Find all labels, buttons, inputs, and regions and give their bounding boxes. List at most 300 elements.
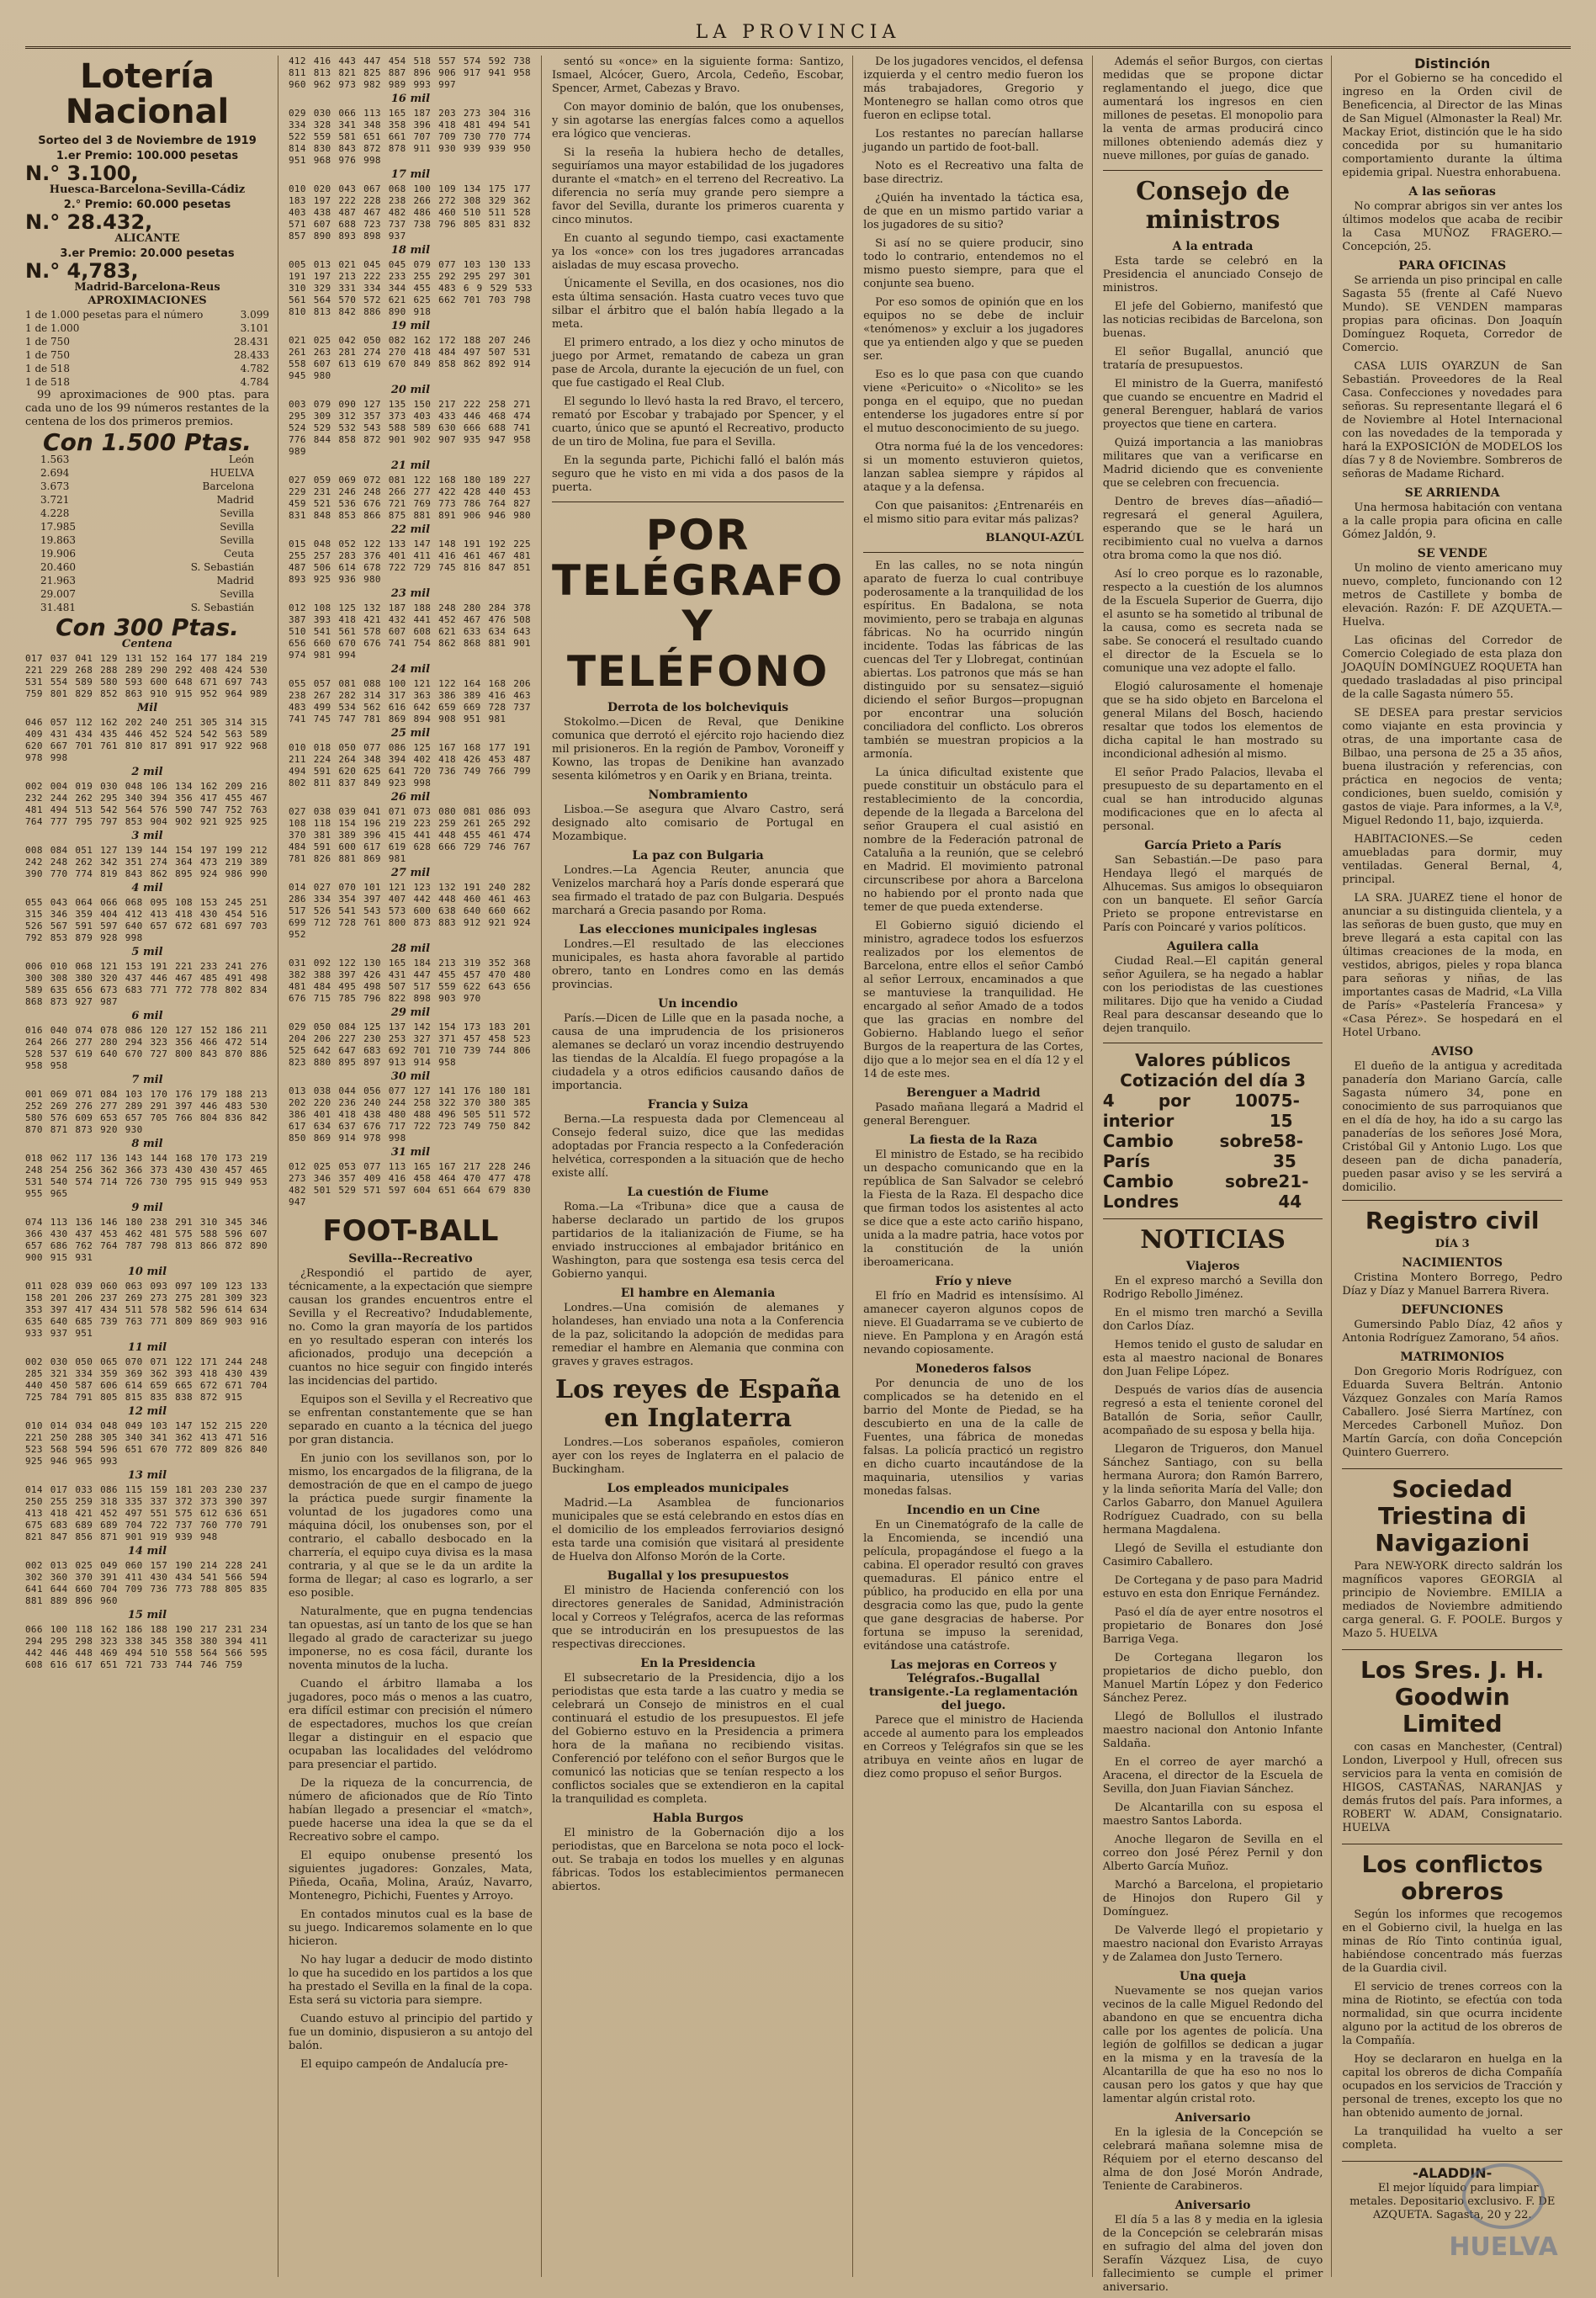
- football-signature: BLANQUI-AZÚL: [985, 532, 1084, 544]
- paragraph: Después de varios días de ausencia regresó a esta el teniente coronel del Batallón de Soria, señor Caullr, acompañado de su esposa y bella hija.: [1102, 1384, 1323, 1437]
- valores-row-label: 4 por 100 interior: [1102, 1091, 1270, 1131]
- article-text: Las oficinas del Corredor de Comercio Colegiado de esta plaza don JOAQUÍN DOMÍNGUEZ ROQUETA han quedado trasladadas al piso principal de la calle Sagasta número 55.: [1342, 634, 1562, 701]
- football-end: [863, 56, 1084, 527]
- article-heading: Frío y nieve: [935, 1275, 1012, 1288]
- paragraph: No hay lugar a deducir de modo distinto lo que ha sucedido en los partidos a los que ha prestado el Sevilla en la final de la copa. Esta será su victoria para siempre.: [289, 1954, 533, 2007]
- centena-heading: Centena: [121, 638, 173, 650]
- reyes-title: Los reyes de España en Inglaterra: [555, 1375, 841, 1433]
- paragraph: Marchó a Barcelona, el propietario de Hinojos don Rupero Gil y Domínguez.: [1102, 1879, 1323, 1919]
- number-block-heading: 13 mil: [127, 1469, 167, 1482]
- valores-subtitle: Cotización del día 3: [1120, 1070, 1307, 1091]
- article-text: El dueño de la antigua y acreditada panadería don Mariano García, calle Sagasta número 34, pone en conocimiento de sus parroquianos que en el día de hoy, ha ido a su cargo las panaderías de los señores José Mora, Cristóbal Gil y Antonio Lugo. Los que deseen pan de dicha panadería, pueden pasar aviso y se les servirá a domicilio.: [1342, 1060, 1562, 1194]
- number-block: 006 010 068 121 153 191 221 233 241 276 300 308 380 320 437 446 467 485 491 498 589 635 656 673 683 771 772 778 802 834 868 873 927 987: [25, 961, 268, 1007]
- paragraph: Llegó de Bollullos el ilustrado maestro nacional don Antonio Infante Saldaña.: [1102, 1711, 1323, 1750]
- article-text: Lisboa.—Se asegura que Alvaro Castro, será designado alto comisario de Portugal en Mozambique.: [552, 804, 845, 843]
- prize-row-value: S. Sebastián: [190, 602, 254, 613]
- paragraph: Dentro de breves días—añadió—regresará el general Aguilera, esperando que se le hará un recibimiento cual no vuelva a darnos otra broma como la que nos dió.: [1102, 496, 1323, 562]
- football-continued: [552, 56, 844, 495]
- number-block: 055 057 081 088 100 121 122 164 168 206 238 267 282 314 317 363 386 389 416 463 483 499 534 562 616 642 659 669 728 737 741 745 747 781 869 894 908 951 981: [289, 678, 531, 724]
- number-block: 012 025 053 077 113 165 167 217 228 246 273 346 357 409 416 458 464 470 477 478 482 501 529 571 597 604 651 664 679 830 947: [289, 1161, 531, 1207]
- paragraph: De los jugadores vencidos, el defensa izquierda y el centro medio fueron los más trabajadores, Gregorio y Montenegro se hallan como otros que fueron en eclipse total.: [863, 56, 1084, 122]
- paragraph: sentó su «once» en la siguiente forma: Santizo, Ismael, Alcócer, Guero, Arcola, Cedeño, Escobar, Spencer, Armet, Cabezas y Bravo.: [552, 56, 845, 95]
- article-text: Pasado mañana llegará a Madrid el general Berenguer.: [863, 1101, 1084, 1128]
- prize-row: [25, 507, 269, 520]
- valores-row: [1103, 1131, 1323, 1171]
- number-block-heading: 7 mil: [131, 1074, 163, 1086]
- conflicto-title: Los conflictos obreros: [1361, 1850, 1543, 1905]
- approx-row-label: 1 de 750: [25, 336, 70, 348]
- approx-row: [25, 362, 269, 375]
- paragraph: Por eso somos de opinión que en los equipos no se debe de incluir «tenómenos» y excluir a los jugadores que ya entienden algo y que se pueden ser.: [863, 296, 1084, 363]
- number-block-heading: 6 mil: [131, 1010, 163, 1022]
- valores-row-label: Cambio sobre Londres: [1102, 1171, 1279, 1212]
- number-block: 002 013 025 049 060 157 190 214 228 241 302 360 370 391 411 430 434 541 566 594 641 644 660 704 709 736 773 788 805 835 881 889 896 960: [25, 1560, 268, 1606]
- article-text: El frío en Madrid es intensísimo. Al amanecer cayeron algunos copos de nieve. El Guadarrama se ve cubierto de nieve. En Pamplona y en Aragón está nevando copiosamente.: [863, 1290, 1084, 1356]
- number-block-heading: 3 mil: [131, 830, 163, 842]
- paragraph: De Cortegana y de paso para Madrid estuvo en esta don Enrique Fernández.: [1102, 1574, 1323, 1600]
- paragraph: En cuanto al segundo tiempo, casi exactamente ya los «once» con los tres jugadores arrancadas aisladas de muy escasa provecho.: [552, 232, 845, 272]
- article-heading: Aguilera calla: [1167, 940, 1259, 953]
- prize-row-label: 31.481: [40, 602, 76, 613]
- article-heading: Berenguer a Madrid: [906, 1086, 1041, 1100]
- number-block-heading: 18 mil: [390, 244, 431, 257]
- consejo-more: [1103, 568, 1323, 834]
- approx-row: [25, 321, 269, 335]
- number-block-heading: 10 mil: [127, 1266, 167, 1278]
- number-block-heading: 9 mil: [131, 1202, 163, 1214]
- approx-row-label: 1 de 1.000 pesetas para el número: [25, 309, 204, 321]
- prize-row-label: 1.563: [40, 454, 70, 465]
- number-block: 001 069 071 084 103 170 176 179 188 213 252 269 276 277 289 291 397 446 483 530 580 576 609 653 657 705 766 804 836 842 870 871 873 920 930: [25, 1089, 268, 1135]
- paragraph: Elogió calurosamente el homenaje que se ha sido objeto en Barcelona el general Milans del Bosch, haciendo resaltar que todos los elementos de dicha capital le han mostrado su incondicional adhesión al mismo.: [1102, 681, 1323, 761]
- aniversario2-heading: Aniversario: [1174, 2199, 1251, 2212]
- number-block: 014 017 033 086 115 159 181 203 230 237 250 255 259 318 335 337 372 373 390 397 413 418 421 452 497 551 575 612 636 651 675 683 689 689 704 722 737 760 770 791 821 847 856 871 901 919 939 948: [25, 1484, 268, 1542]
- number-block: 005 013 021 045 045 079 077 103 130 133 191 197 213 222 233 255 292 295 297 301 310 329 331 334 344 455 483 6 9 529 533 561 564 570 572 621 625 662 701 703 798 810 813 842 886 890 918: [289, 259, 533, 317]
- article-text: En las calles, no se nota ningún aparato de fuerza lo cual contribuye poderosamente a la tranquilidad de los espíritus. En Badalona, se nota movimiento, pero se trabaja en algunas fábricas. No ha ocurrido ningún incidente. Todas las fábricas de las cuencas del Ter y Llobregat, continúan abiertas. Los patronos que más se han distinguido por su sensatez—siguió diciendo el señor Burgos—propugnan por encontrar una solución conciliadora del conflicto. Los obreros también se muestran propicios a la armonía.: [863, 560, 1084, 761]
- paragraph: Noto es el Recreativo una falta de base directriz.: [863, 160, 1084, 186]
- prize-row-label: 3.721: [40, 494, 70, 506]
- prize-row-label: 2.694: [40, 467, 70, 479]
- paragraph: De Valverde llegó el propietario y maestro nacional don Evaristo Arrayas y de Zalamea don Justo Ternero.: [1102, 1924, 1323, 1964]
- prize-row-value: S. Sebastián: [190, 561, 254, 573]
- approx-row-value: 28.431: [234, 336, 269, 348]
- aniversario2-text: El día 5 a las 8 y media en la iglesia de la Concepción se celebrarán misas en sufragio del alma del joven don Serafín Vázquez Lisa, de cuyo fallecimiento se cumple el primer aniversario.: [1102, 2214, 1323, 2294]
- number-block: 018 062 117 136 143 144 168 170 173 219 248 254 256 362 366 373 430 430 457 465 531 540 574 714 726 730 795 915 949 953 955 965: [25, 1153, 268, 1199]
- paragraph: Eso es lo que pasa con que cuando viene «Pericuito» o «Nicolito» se les ponga en el equipo, que no puedan entenderse los jugadores entre sí por el mutuo desconocimiento de su juego.: [863, 369, 1084, 435]
- paragraph: Únicamente el Sevilla, en dos ocasiones, nos dio esta última sensación. Hasta cuatro veces tuvo que silbar el árbitro que el balón había llegado a la meta.: [552, 278, 845, 331]
- article-heading: DEFUNCIONES: [1401, 1303, 1503, 1317]
- number-block-heading: 28 mil: [390, 942, 431, 955]
- number-block-heading: 25 mil: [390, 727, 431, 740]
- article-text: Una hermosa habitación con ventana a la calle propia para oficina en calle Gómez Jaldón, 9.: [1342, 502, 1562, 541]
- article-text: San Sebastián.—De paso para Hendaya llegó el marqués de Alhucemas. Sus amigos lo obsequiaron con un banquete. El señor García Prieto se propone entrevistarse en París con Poincaré y varios políticos.: [1102, 854, 1323, 934]
- article-text: Londres.—Una comisión de alemanes y holandeses, han enviado una nota a la Conferencia de la paz, solicitando la adopción de medidas para remediar el hambre en Alemania que conmina con graves y graves estragos.: [552, 1302, 845, 1368]
- prize-row-value: HUELVA: [209, 467, 254, 479]
- prize-row-value: Sevilla: [220, 521, 254, 533]
- prize-row-value: Sevilla: [220, 588, 254, 600]
- number-blocks-col2: [289, 56, 533, 1208]
- telegrafo-title: POR TELÉGRAFO Y TELÉFONO: [552, 511, 845, 696]
- article-text: Ciudad Real.—El capitán general señor Aguilera, se ha negado a hablar con los periodistas de las cuestiones militares. Dijo que ha venido a Ciudad Real para descansar deseando que lo dejen tranquilo.: [1102, 955, 1323, 1035]
- article-text: Gumersindo Pablo Díaz, 42 años y Antonia Rodríguez Zamorano, 54 años.: [1342, 1319, 1562, 1345]
- prize-row-label: 17.985: [40, 521, 76, 533]
- paragraph: Hemos tenido el gusto de saludar en esta al maestro nacional de Bonares don Juan Felipe López.: [1102, 1339, 1323, 1378]
- paragraph: Otra norma fué la de los vencedores: si un momento estuvieron quietos, lanzan sablea siempre y rápidos al ataque y a la defensa.: [863, 441, 1084, 494]
- goodwin-title: Los Sres. J. H. Goodwin Limited: [1360, 1656, 1545, 1738]
- prize-row-value: Barcelona: [202, 480, 254, 492]
- article-text: Parece que el ministro de Hacienda accede al aumento para los empleados en Correos y Telégrafos sin que se les atribuya en veinte años en lugar de diez como propuso el señor Burgos.: [863, 1714, 1084, 1781]
- paragraph: El jefe del Gobierno, manifestó que las noticias recibidas de Barcelona, son buenas.: [1102, 300, 1323, 340]
- telegrafo-articles-2: [552, 1482, 844, 1894]
- article-heading: NACIMIENTOS: [1402, 1256, 1503, 1270]
- number-block: 003 079 090 127 135 150 217 222 258 271 295 309 312 357 373 403 433 446 468 474 524 529 532 543 588 589 630 666 688 741 776 844 858 872 901 902 907 935 947 958 989: [289, 399, 531, 457]
- valores-row: [1103, 1171, 1323, 1212]
- prize-row: [25, 466, 269, 480]
- prize-300-heading: Con 300 Ptas.: [56, 613, 239, 641]
- paragraph: Equipos son el Sevilla y el Recreativo que se enfrentan constantemente que se han separado en cuanto a la técnica del juego por gran distancia.: [289, 1393, 533, 1446]
- distincion-heading: Distinción: [1414, 56, 1491, 72]
- column-6-ads: [1342, 56, 1571, 2277]
- prize-row-value: Sevilla: [220, 534, 254, 546]
- number-block: 031 092 122 130 165 184 213 319 352 368 382 388 397 426 431 447 455 457 470 480 481 484 495 498 507 517 559 622 643 656 676 715 785 796 822 898 903 970: [289, 958, 531, 1004]
- approx-row-value: 3.099: [240, 309, 269, 321]
- goodwin-text: con casas en Manchester, (Central) London, Liverpool y Hull, ofrecen sus servicios para la venta en comisión de HIGOS, CASTAÑAS, NARANJAS y demás frutos del país. Para informes, a ROBERT W. ADAM, Consignatario. HUELVA: [1342, 1741, 1562, 1834]
- article-heading: Los empleados municipales: [607, 1482, 789, 1495]
- aladdin-title: -ALADDIN-: [1413, 2165, 1493, 2181]
- article-text: HABITACIONES.—Se ceden amuebladas para dormir, muy ventiladas. General Bernal, 4, principal.: [1342, 833, 1562, 886]
- divider: [1103, 1218, 1323, 1219]
- paragraph: El señor Prado Palacios, llevaba el presupuesto de su departamento en el cual se han introducido algunas modificaciones que en lo afecta al personal.: [1102, 767, 1323, 833]
- number-block: 014 027 070 101 121 123 132 191 240 282 286 334 354 397 407 442 448 460 461 463 517 526 541 543 573 600 638 640 660 662 699 712 728 761 800 873 883 912 921 924 952: [289, 882, 531, 940]
- approx-row-value: 4.784: [240, 376, 269, 388]
- paragraph: En la segunda parte, Pichichi falló el balón más seguro que he visto en mi vida a dos pasos de la puerta.: [552, 454, 845, 494]
- paragraph: Así lo creo porque es lo razonable, respecto a la cuestión de los alumnos de la Escuela Superior de Guerra, dijo el asunto se ha sometido al tribunal de la causa, como es secreta nada se sabe. Se conocerá el resultado cuando el director de la Escuela se lo comunique una vez adopte el fallo.: [1102, 568, 1323, 675]
- article-heading: El hambre en Alemania: [620, 1287, 776, 1300]
- article-text: Berna.—La respuesta dada por Clemenceau al Consejo federal suizo, dice que las medidas adoptadas por Francia respecto a la Confederación helvética, corresponden a la situación que de hecho existe allí.: [552, 1113, 845, 1180]
- paragraph: De Alcantarilla con su esposa el maestro Santos Laborda.: [1102, 1802, 1323, 1828]
- paragraph: Con mayor dominio de balón, que los onubenses, y sin agotarse las energías falces como a aquellos era lógico que vencieras.: [552, 101, 845, 141]
- number-block-heading: 16 mil: [390, 93, 431, 105]
- prize-row-label: 19.863: [40, 534, 76, 546]
- registro-title: Registro civil: [1365, 1207, 1540, 1234]
- valores-row-value: 58-35: [1272, 1131, 1304, 1171]
- second-prize-label: 2.° Premio: 60.000 pesetas: [63, 199, 231, 211]
- noticias-list: [1103, 1275, 1323, 1965]
- article-heading: A las señoras: [1408, 185, 1496, 199]
- approx-row-label: 1 de 750: [25, 349, 70, 361]
- article-heading: AVISO: [1431, 1045, 1473, 1059]
- article-text: En un Cinematógrafo de la calle de la Encomienda, se incendió una película, propagándose el fuego a la cabina. El operador resultó con graves quemaduras. El pánico entre el público, ha producido en ella por una desgracia como las que, pudo la gente que gane desgracias de haberse. Por fortuna se impuso la serenidad, evitándose una catástrofe.: [863, 1519, 1084, 1653]
- number-block: 002 004 019 030 048 106 134 162 209 216 232 244 262 295 340 394 356 417 455 467 481 494 513 542 564 576 590 747 752 763 764 777 795 797 853 904 902 921 925 925: [25, 781, 268, 827]
- number-block: 010 018 050 077 086 125 167 168 177 191 211 224 264 348 394 402 418 426 453 487 494 591 620 625 641 720 736 749 766 799 802 811 837 849 923 998: [289, 742, 531, 788]
- number-block-heading: 5 mil: [131, 946, 163, 958]
- first-prize-number: N.° 3.100,: [25, 162, 139, 185]
- article-text: El ministro de Hacienda conferenció con los directores generales de Sanidad, Administración local y Correos y Telégrafos, acerca de las reformas que se introducirán en los presupuestos de las respectivas direcciones.: [552, 1584, 845, 1651]
- article-heading: Monederos falsos: [915, 1362, 1031, 1376]
- column-5-articles: [1103, 839, 1323, 1036]
- paragraph: Los restantes no parecían hallarse jugando un partido de foot-ball.: [863, 128, 1084, 154]
- prize-row: [25, 560, 269, 574]
- column-4: [863, 56, 1093, 2277]
- valores-publicos: [1103, 1050, 1323, 1212]
- column-3: [552, 56, 853, 2277]
- aniversario-text: En la iglesia de la Concepción se celebrará mañana solemne misa de Réquiem por el eterno descanso del alma de don José Morón Andrade, Teniente de Carabineros.: [1102, 2126, 1323, 2193]
- valores-row: [1103, 1091, 1323, 1131]
- number-blocks-left: [25, 653, 269, 1671]
- prize-1500-heading: Con 1.500 Ptas.: [43, 428, 252, 456]
- article-heading: SE VENDE: [1417, 547, 1487, 560]
- article-heading: Bugallal y los presupuestos: [607, 1569, 789, 1583]
- triestina-title: Sociedad Triestina di Navigazioni: [1375, 1475, 1530, 1557]
- paragraph: ¿Quién ha inventado la táctica esa, de que en un mismo partido variar a los jugadores de su sitio?: [863, 192, 1084, 231]
- number-block-heading: 23 mil: [390, 587, 431, 600]
- prize-row-label: 4.228: [40, 507, 70, 519]
- approx-row: [25, 308, 269, 321]
- article-text: CASA LUIS OYARZUN de San Sebastián. Proveedores de la Real Casa. Confecciones y novedades para señoras. Su representante llegará el 6 de Noviembre al Hotel Internacional con las novedades de la temporada y hará la EXPOSICIÓN de MODELOS los días 7 y 8 de Noviembre. Sombreros de señoras de Madame Richard.: [1342, 360, 1562, 480]
- number-block: 002 030 050 065 070 071 122 171 244 248 285 321 334 359 369 362 393 418 430 439 440 450 587 606 614 659 665 672 671 704 725 784 791 805 815 835 838 872 915: [25, 1356, 268, 1403]
- paragraph: El ministro de la Guerra, manifestó que cuando se encuentre en Madrid el general Berenguer, hablará de varios proyectos que tiene en cartera.: [1102, 378, 1323, 431]
- column-5-intro: [1103, 56, 1323, 163]
- lottery-sorteo: Sorteo del 3 de Noviembre de 1919: [38, 135, 257, 147]
- article-text: Madrid.—La Asamblea de funcionarios municipales que se está celebrando en estos días en el domicilio de los empleados ferroviarios designó esta tarde una comisión que visitará al presidente de Huelva don Alfonso Morón de la Corte.: [552, 1497, 845, 1563]
- number-block: 027 038 039 041 071 073 080 081 086 093 108 118 154 196 219 223 259 261 265 292 370 381 389 396 415 441 448 455 461 474 484 591 600 617 619 628 666 729 746 767 781 826 881 869 981: [289, 806, 531, 864]
- telegrafo-articles: [552, 701, 844, 1369]
- column-numbers-football: [289, 56, 542, 2277]
- number-block-heading: 15 mil: [127, 1609, 167, 1621]
- valores-row-value: 75-15: [1269, 1091, 1300, 1131]
- prize-row: [25, 547, 269, 560]
- number-block: 013 038 044 056 077 127 141 176 180 181 202 220 236 240 244 258 322 370 380 385 386 401 418 438 480 488 496 505 511 572 617 634 637 676 717 722 723 749 750 842 850 869 914 978 998: [289, 1085, 531, 1144]
- article-text: Se arrienda un piso principal en calle Sagasta 55 (frente al Café Nuevo Mundo). SE VENDEN mamparas propias para oficinas. Don Joaquín Domínguez Roqueta, Corredor de Comercio.: [1342, 274, 1562, 354]
- number-block: 010 020 043 067 068 100 109 134 175 177 183 197 222 228 238 266 272 308 329 362 403 438 487 467 482 486 460 510 511 528 571 607 688 723 737 738 796 805 831 832 857 890 893 898 937: [289, 183, 531, 241]
- number-block-heading: 2 mil: [131, 766, 163, 778]
- article-text: Stokolmo.—Dicen de Reval, que Denikine comunica que derrotó el ejército rojo haciendo diez mil prisioneros. En la región de Pambov, Voroneiff y Kowno, las tropas de Denikine han avanzado sesenta kilómetros y en Oarik y en Briana, treinta.: [552, 716, 845, 783]
- prize-row: [25, 601, 269, 614]
- third-prize-number: N.° 4,783,: [25, 259, 139, 283]
- article-heading: PARA OFICINAS: [1398, 259, 1507, 273]
- article-text: Un molino de viento americano muy nuevo, completo, funcionando con 12 metros de Castillete y bomba de elevación. Razón: F. DE AZQUETA.—Huelva.: [1342, 562, 1562, 629]
- article-heading: En la Presidencia: [640, 1657, 756, 1670]
- third-prize-place: Madrid-Barcelona-Reus: [74, 281, 220, 294]
- paragraph: Cuando el árbitro llamaba a los jugadores, poco más o menos a las cuatro, era difícil estimar con precisión el número de espectadores, muchos los que creían llegar a distinguir en el espacio que ocupaban las localidades del velódromo para presenciar el partido.: [289, 1678, 533, 1771]
- approx-note: 99 aproximaciones de 900 ptas. para cada uno de los 99 números restantes de la centena de los dos primeros premios.: [25, 389, 269, 428]
- article-text: El ministro de la Gobernación dijo a los periodistas, que en Barcelona se nota poco el lock-out. Se trabaja en todos los muelles y en algunas fábricas. Todos los establecimientos permanecen abiertos.: [552, 1827, 845, 1893]
- first-prize-label: 1.er Premio: 100.000 pesetas: [56, 150, 239, 162]
- paragraph: Anoche llegaron de Sevilla en el correo don José Pérez Pernil y don Alberto García Muñoz.: [1102, 1834, 1323, 1873]
- number-block-heading: 27 mil: [390, 867, 431, 879]
- article-text: Londres.—El resultado de las elecciones municipales, es hasta ahora favorable al partido obrero, tanto en Londres como en las demás provincias.: [552, 938, 845, 991]
- paragraph: Además el señor Burgos, con ciertas medidas que se propone dictar reglamentando el juego, dice que aumentará los ingresos en cien millones de pesetas. El monopolio para la venta de armas producirá cinco millones obteniendo además diez y nueve millones, por guías de ganado.: [1102, 56, 1323, 162]
- number-block-heading: 12 mil: [127, 1405, 167, 1418]
- paragraph: Si la reseña la hubiera hecho de detalles, seguiríamos una mayor estabilidad de los jugadores durante el «match» en el terreno del Recreativo. La diferencia no sería muy grande pero siempre a favor del Sevilla, durante los primeros cuarenta y cinco minutos.: [552, 146, 845, 226]
- football-title: FOOT-BALL: [322, 1214, 499, 1248]
- paragraph: ¿Respondió el partido de ayer, técnicamente, a la expectación que siempre causan los grandes encuentros entre el Sevilla y el Recreativo? Indudablemente, no. Como la gran mayoría de los partidos en yo resultado esperan con interés los aficionados, produjo una decepción a cuantos no hice seguir con fingido interés las incidencias del partido.: [289, 1267, 533, 1388]
- aniversario-heading: Aniversario: [1174, 2111, 1251, 2125]
- article-text: Por denuncia de uno de los complicados se ha detenido en el barrio del Monte de Piedad, se ha descubierto en una de la calle de Fuentes, una fábrica de monedas falsas. La policía practicó un registro en dicho cuarto incautándose de la maquinaria, utensilios y varias monedas falsas.: [863, 1377, 1084, 1498]
- number-block-heading: 31 mil: [390, 1146, 431, 1159]
- registro-list: [1342, 1256, 1562, 1460]
- paragraph: Llegaron de Trigueros, don Manuel Sánchez Santiago, con su bella hermana Aurora; don Ramón Barrero, y la linda señorita María del Valle; don Carlos Gabarro, don Manuel Aguilera Rodríguez Cuadrado, con su bella hermana Magdalena.: [1102, 1443, 1323, 1536]
- paragraph: Cuando estuvo al principio del partido y fue un dominio, dispusieron a su antojo del balón.: [289, 2013, 533, 2052]
- paragraph: En el expreso marchó a Sevilla don Rodrigo Rebollo Jiménez.: [1102, 1275, 1323, 1301]
- first-prize-place: Huesca-Barcelona-Sevilla-Cádiz: [49, 183, 246, 196]
- article-heading: Francia y Suiza: [647, 1098, 749, 1112]
- paragraph: El equipo onubense presentó los siguientes jugadores: Gonzales, Mata, Piñeda, Ocaña, Molina, Araúz, Navarro, Montenegro, Pichichi, Fuentes y Arroyo.: [289, 1850, 533, 1903]
- approx-row-label: 1 de 518: [25, 363, 70, 374]
- article-text: El ministro de Estado, se ha recibido un despacho comunicando que en la república de San Salvador se celebró la Fiesta de la Raza. El despacho dice que firman todos los asistentes al acto se dice que a este acto cariño hispano, unida a la madre patria, hace votos por la constitución de la unión iberoamericana.: [863, 1149, 1084, 1269]
- conflicto-article: [1342, 1908, 1562, 2152]
- prize-1500-list: [25, 453, 269, 614]
- number-block: 008 084 051 127 139 144 154 197 199 212 242 248 262 342 351 274 364 473 219 389 390 770 774 819 843 862 895 924 986 990: [25, 845, 268, 879]
- paragraph: El segundo lo llevó hasta la red Bravo, el tercero, remató por Escobar y trabajado por Spencer, y el cuarto, único que se apuntó el Recreativo, producto de un tiro de Molina, fue para el Sevilla.: [552, 395, 845, 448]
- article-text: Cristina Montero Borrego, Pedro Díaz y Díaz y Manuel Barrera Rivera.: [1342, 1271, 1562, 1298]
- lottery-title: Lotería Nacional: [65, 57, 230, 131]
- article-text: SE DESEA para prestar servicios como viajante en esta provincia y otras, de una importante casa de Bilbao, una persona de 25 a 35 años, buena ilustración y referencias, con práctica en negocios de venta; condiciones, buen sueldo, comisión y gastos de viaje. Para informes, a la V.ª, Miguel Redondo 11, bajo, izquierda.: [1342, 707, 1562, 827]
- number-block: 412 416 443 447 454 518 557 574 592 738 811 813 821 825 887 896 906 917 941 958 960 962 973 982 989 993 997: [289, 56, 531, 90]
- masthead: LA PROVINCIA: [25, 22, 1571, 49]
- football-last: El equipo campeón de Andalucía pre-: [300, 2058, 508, 2071]
- paragraph: El señor Bugallal, anunció que trataría de presupuestos.: [1102, 346, 1323, 372]
- article-heading: La fiesta de la Raza: [909, 1133, 1037, 1147]
- library-stamp: [1445, 2163, 1562, 2264]
- article-heading: Un incendio: [658, 997, 738, 1011]
- stamp-text: HUELVA: [1449, 2232, 1558, 2262]
- article-text: París.—Dicen de Lille que en la pasada noche, a causa de una imprudencia de los prisioneros alemanes se declaró un voraz incendio destruyendo las tiendas de la Alcaldía. El fuego propagóse a la ciudadela y a otros edificios causando daños de importancia.: [552, 1012, 845, 1092]
- paragraph: La tranquilidad ha vuelto a ser completa.: [1342, 2126, 1562, 2152]
- approx-row: [25, 375, 269, 389]
- number-block-heading: 29 mil: [390, 1006, 431, 1019]
- approx-row-value: 3.101: [240, 322, 269, 334]
- noticias-subtitle: Viajeros: [1185, 1260, 1240, 1273]
- aladdin-text: El mejor líquido para limpiar metales. Depositario exclusivo. F. DE AZQUETA. Sagasta, 20 y 22.: [1349, 2182, 1556, 2221]
- prize-row-value: Ceuta: [224, 548, 254, 560]
- prize-row-value: Sevilla: [220, 507, 254, 519]
- prize-row: [25, 533, 269, 547]
- approx-row-value: 4.782: [240, 363, 269, 374]
- number-block: 027 059 069 072 081 122 168 180 189 227 229 231 246 248 266 277 422 428 440 453 459 521 536 676 721 769 773 786 764 827 831 848 853 866 875 881 891 906 946 980: [289, 475, 531, 521]
- column-lottery: [25, 56, 278, 2277]
- paragraph: En el mismo tren marchó a Sevilla don Carlos Díaz.: [1102, 1307, 1323, 1333]
- number-block-heading: 22 mil: [390, 523, 431, 536]
- prize-row-label: 3.673: [40, 480, 70, 492]
- article-text: Londres.—La Agencia Reuter, anuncia que Venizelos marchará hoy a París donde esperará que sea firmado el tratado de paz con Bulgaria. Después marchará a Grecia pasando por Roma.: [552, 864, 845, 917]
- column-5: [1102, 56, 1333, 2294]
- number-block: 017 037 041 129 131 152 164 177 184 219 221 229 268 288 289 290 292 408 424 530 531 554 589 580 593 600 648 671 697 743 759 801 829 852 863 910 915 952 964 989: [25, 653, 268, 699]
- registro-day: DÍA 3: [1434, 1238, 1470, 1250]
- valores-row-label: Cambio sobre París: [1102, 1131, 1273, 1171]
- approx-row: [25, 348, 269, 362]
- article-heading: Las mejoras en Correos y Telégrafos.-Bugallal transigente.-La reglamentación del juego.: [868, 1658, 1079, 1712]
- number-block: 046 057 112 162 202 240 251 305 314 315 409 431 434 435 446 452 524 542 563 589 620 667 701 761 810 817 891 917 922 968 978 998: [25, 717, 268, 763]
- stamp-seal-icon: [1462, 2163, 1545, 2229]
- article-heading: Incendio en un Cine: [906, 1504, 1041, 1517]
- approx-row-label: 1 de 518: [25, 376, 70, 388]
- paragraph: Pasó el día de ayer entre nosotros el propietario de Bonares don José Barriga Vega.: [1102, 1606, 1323, 1646]
- number-block: 074 113 136 146 180 238 291 310 345 346 366 430 437 453 462 481 575 588 596 607 657 686 762 764 787 798 813 866 872 890 900 915 931: [25, 1217, 268, 1263]
- number-block: 029 030 066 113 165 187 203 273 304 316 334 328 341 348 358 396 418 481 494 541 522 559 581 651 661 707 709 730 770 774 814 830 843 872 878 911 930 939 939 950 951 968 976 998: [289, 108, 531, 166]
- article-text: No comprar abrigos sin ver antes los últimos modelos que acaba de recibir la Casa MUÑOZ FRAGERO.—Concepción, 25.: [1342, 200, 1562, 253]
- number-block-heading: 21 mil: [390, 459, 431, 472]
- prize-row-value: Madrid: [216, 575, 254, 586]
- number-block: 010 014 034 048 049 103 147 152 215 220 221 250 288 305 340 341 362 413 471 516 523 568 594 596 651 670 772 809 826 840 925 946 965 993: [25, 1420, 268, 1467]
- paragraph: En junio con los sevillanos son, por lo mismo, los encargados de la filigrana, de la demostración de que en el campo de juego la práctica puede surgir finamente la voluntad de los jugadores como una máquina dócil, los onubenses son, por el contrario, el caballo desbocado en la charrería, el equipo cuya divisa es la masa contraria, y al que se le da un ardite la forma de llegar; al caso es lograrlo, a ser eso posible.: [289, 1452, 533, 1600]
- second-prize-place: ALICANTE: [114, 232, 180, 245]
- second-prize-number: N.° 28.432,: [25, 210, 153, 234]
- approx-row-label: 1 de 1.000: [25, 322, 80, 334]
- paragraph: Hoy se declararon en huelga en la capital los obreros de dicha Compañía ocupados en los servicios de Tracción y personal de trenes, excepto los que no han obtenido aumento de jornal.: [1342, 2053, 1562, 2120]
- football-article: [289, 1267, 533, 2053]
- article-heading: SE ARRIENDA: [1404, 486, 1500, 500]
- number-block: 055 043 064 066 068 095 108 153 245 251 315 346 359 404 412 413 418 430 454 516 526 567 591 597 640 657 672 681 697 703 792 853 879 928 998: [25, 897, 268, 943]
- paragraph: En el correo de ayer marchó a Aracena, el director de la Escuela de Sevilla, don Juan Fiavian Sánchez.: [1102, 1756, 1323, 1796]
- valores-row-value: 21-44: [1278, 1171, 1309, 1212]
- paragraph: Quizá importancia a las maniobras militares que van a verificarse en Madrid diciendo que es conveniente que se celebren con frecuencia.: [1102, 437, 1323, 490]
- paragraph: Con que paisanitos: ¿Entrenaréis en el mismo sitio para evitar más palizas?: [863, 500, 1084, 526]
- paragraph: Si así no se quiere producir, sino todo lo contrario, entendemos no el mismo puesto siempre, para que el conjunte sea bueno.: [863, 237, 1084, 290]
- number-block-heading: 19 mil: [390, 320, 431, 332]
- valores-title: Valores públicos: [1135, 1050, 1291, 1070]
- article-heading: García Prieto a París: [1144, 839, 1281, 852]
- prize-row-label: 29.007: [40, 588, 76, 600]
- article-heading: Nombramiento: [648, 788, 748, 802]
- consejo-title: Consejo de ministros: [1136, 177, 1291, 235]
- article-text: La única dificultad existente que puede constituir un obstáculo para el restablecimiento de la concordia, depende de la llegada a Barcelona del señor Graupera el cual asistió en nombre de la Federación patronal de Cataluña a la reunión, que se celebró en Madrid. El movimiento patronal circunscribese por ahora a Barcelona no habiendo por el pronto nada que temer de que pueda extenderse.: [863, 767, 1084, 914]
- number-block: 015 048 052 122 133 147 148 191 192 225 255 257 283 376 401 411 416 461 467 481 487 506 614 678 722 729 745 816 847 851 893 925 936 980: [289, 539, 531, 585]
- article-text: El Gobierno siguió diciendo el ministro, agradece todos los esfuerzos realizados por los elementos de Barcelona, entre ellos el señor Cambó al señor Lerroux, encaminados a que se mantuviese la tranquilidad. He encargado al señor Amado de a todos que las gracias en nombre del Gobierno. Hablando luego el señor Burgos de la reapertura de las Cortes, dijo que a lo mejor sea en el día 12 y el 14 de este mes.: [863, 920, 1084, 1080]
- ads-list: [1342, 185, 1562, 1195]
- paragraph: El servicio de trenes correos con la mina de Riotinto, se efectúa con toda normalidad, sin que ocurra incidente alguno por la actitud de los obreros de la Compañía.: [1342, 1981, 1562, 2047]
- article-heading: La cuestión de Fiume: [627, 1186, 769, 1199]
- prize-row-value: Madrid: [216, 494, 254, 506]
- column-4-articles: [863, 560, 1084, 1781]
- number-block: 012 108 125 132 187 188 248 280 284 378 387 393 418 421 432 441 452 467 476 508 510 541 561 578 607 608 621 633 634 643 656 660 670 676 741 754 862 868 881 901 974 981 994: [289, 602, 531, 661]
- article-heading: La paz con Bulgaria: [632, 849, 764, 862]
- number-block: 029 050 084 125 137 142 154 173 183 201 204 206 227 230 253 327 371 457 458 523 525 642 647 683 692 701 710 739 744 806 823 880 895 897 913 914 958: [289, 1022, 531, 1068]
- noticias-title: NOTICIAS: [1140, 1225, 1286, 1255]
- queja-text: Nuevamente se nos quejan varios vecinos de la calle Miguel Redondo del abandono en que se encuentra dicha calle por los agentes de policía. Una legión de golfillos se dedican a jugar en la misma y en la travesía de la Alcantarilla de que ha eso no nos lo causan pero los gatos y que hay que lamentar algún cristal roto.: [1102, 1985, 1323, 2105]
- prize-row: [25, 574, 269, 587]
- prize-row: [25, 493, 269, 507]
- number-block: 066 100 118 162 186 188 190 217 231 234 294 295 298 323 338 345 358 380 394 411 442 446 448 469 494 510 558 564 566 595 608 616 617 651 721 733 744 746 759: [25, 1624, 268, 1670]
- article-text: LA SRA. JUAREZ tiene el honor de anunciar a su distinguida clientela, y a las señoras de buen gusto, que muy en breve llegará a esta capital con las últimas creaciones de la moda, en vestidos, abrigos, pieles y ropa blanca para señoras y niñas, de las importantes casas de Madrid, «La Villa de París» «Pastelería Francesa» y «Casa Pérez». Se hospedará en el Hotel Urbano.: [1342, 892, 1562, 1039]
- prize-row-label: 20.460: [40, 561, 76, 573]
- paragraph: Según los informes que recogemos en el Gobierno civil, la huelga en las minas de Río Tinto continúa igual, habiéndose concentrado más fuerzas de la Guardia civil.: [1342, 1908, 1562, 1975]
- number-block-heading: Mil: [136, 702, 158, 714]
- reyes-text: Londres.—Los soberanos españoles, comieron ayer con los reyes de Inglaterra en el palacio de Buckingham.: [552, 1436, 845, 1476]
- prize-row-value: León: [228, 454, 254, 465]
- number-block: 021 025 042 050 082 162 172 188 207 246 261 263 281 274 270 418 484 497 507 531 558 607 613 619 670 849 858 862 892 914 945 980: [289, 335, 531, 381]
- paragraph: El primero entrado, a los diez y ocho minutos de juego por Armet, rematando de cabeza un gran pase de Arcola, durante la ejecución de un fuel, con que fue castigado el Real Club.: [552, 337, 845, 390]
- number-block-heading: 30 mil: [390, 1070, 431, 1083]
- divider: [1103, 170, 1323, 171]
- divider: [863, 552, 1084, 553]
- consejo-article: [1103, 255, 1323, 563]
- approx-row-value: 28.433: [234, 349, 269, 361]
- number-block: 011 028 039 060 063 093 097 109 123 133 158 201 206 237 269 273 275 281 309 323 353 397 417 434 511 578 582 596 614 634 635 640 685 739 763 771 809 869 903 916 933 937 951: [25, 1281, 268, 1339]
- article-heading: Habla Burgos: [652, 1812, 744, 1825]
- paragraph: Esta tarde se celebró en la Presidencia el anunciado Consejo de ministros.: [1102, 255, 1323, 295]
- third-prize-label: 3.er Premio: 20.000 pesetas: [60, 247, 235, 260]
- number-block-heading: 20 mil: [390, 384, 431, 396]
- number-block: 016 040 074 078 086 120 127 152 186 211 264 266 277 280 294 323 356 466 472 514 528 537 619 640 670 727 800 843 870 886 958 958: [25, 1025, 268, 1071]
- number-block-heading: 4 mil: [131, 882, 163, 894]
- number-block-heading: 14 mil: [127, 1545, 167, 1558]
- prize-row: [25, 587, 269, 601]
- paragraph: Llegó de Sevilla el estudiante don Casimiro Caballero.: [1102, 1542, 1323, 1568]
- article-heading: Las elecciones municipales inglesas: [579, 923, 818, 937]
- prize-row: [25, 520, 269, 533]
- number-block-heading: 26 mil: [390, 791, 431, 804]
